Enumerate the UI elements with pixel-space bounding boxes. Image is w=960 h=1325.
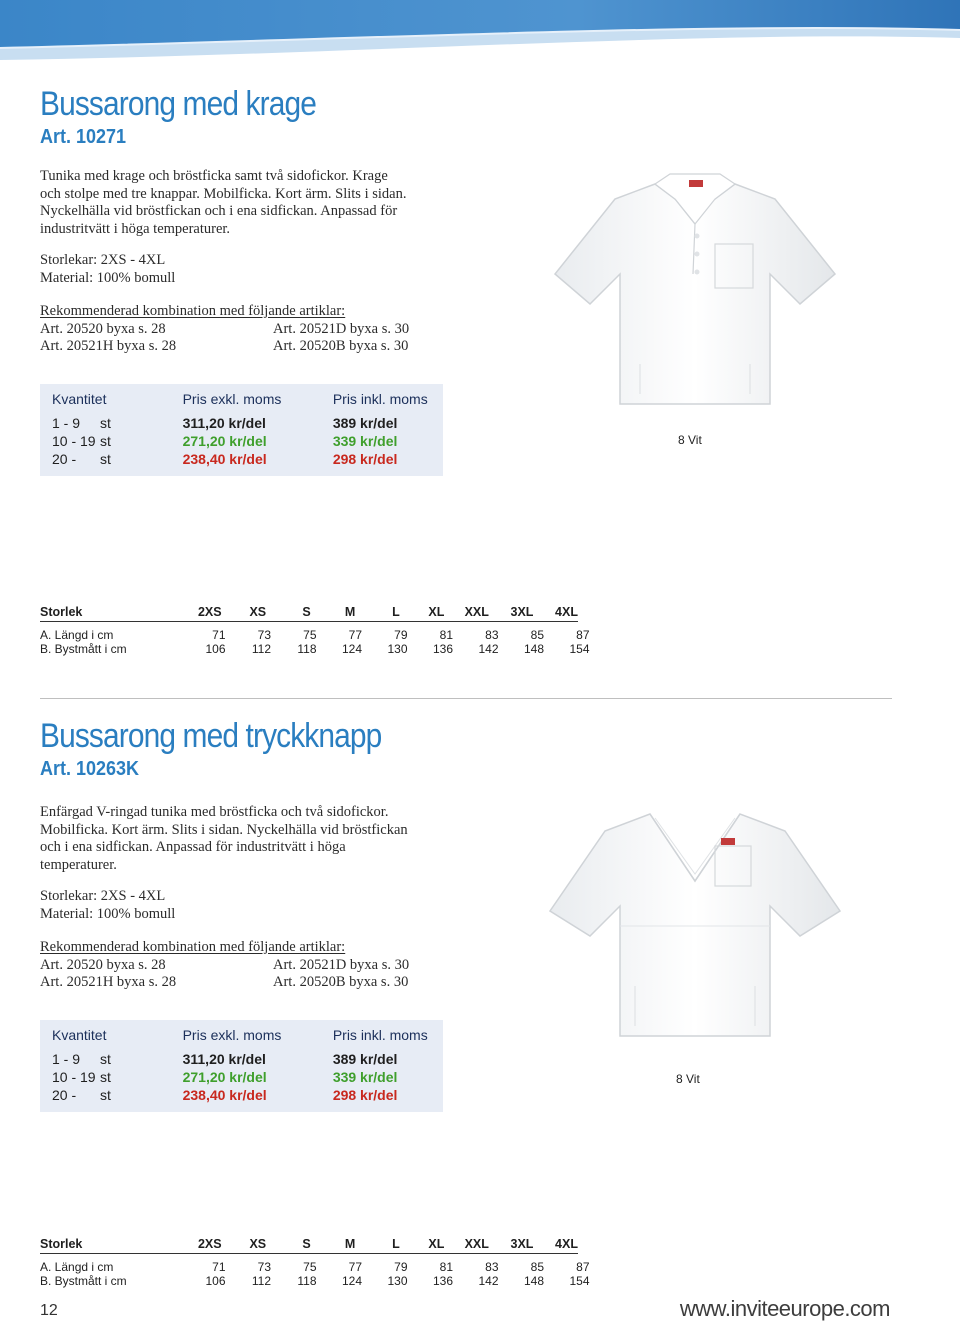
size-cell: XXL — [464, 604, 489, 619]
description-line: industritvätt i höga temperaturer. — [40, 220, 231, 237]
price-row — [52, 1068, 431, 1086]
quantity-unit: st — [100, 1068, 111, 1085]
value-cell: 136 — [432, 1274, 453, 1288]
value-cell: 148 — [523, 642, 544, 656]
price-row — [52, 1050, 431, 1068]
price-excl: 238,40 kr/del — [182, 1086, 267, 1103]
price-incl: 339 kr/del — [332, 432, 398, 449]
size-cell: XS — [249, 1236, 267, 1251]
row-label: B. Bystmått i cm — [40, 1274, 127, 1288]
combination-item: Art. 20521D byxa s. 30 — [273, 956, 410, 973]
value-cell: 85 — [530, 1260, 544, 1274]
header-quantity: Kvantitet — [52, 1026, 107, 1043]
value-cell: 148 — [523, 1274, 544, 1288]
quantity-range: 10 - 19 — [52, 432, 96, 449]
row-label: A. Längd i cm — [40, 1260, 114, 1274]
article-number: Art. 10263K — [40, 758, 140, 780]
value-cell: 142 — [478, 642, 499, 656]
description-line: Enfärgad V-ringad tunika med bröstficka och två sidofickor. — [40, 804, 389, 820]
quantity-range: 10 - 19 — [52, 1068, 96, 1085]
combination-item: Art. 20520B byxa s. 30 — [273, 974, 409, 990]
article-number: Art. 10271 — [40, 126, 127, 148]
value-cell: 124 — [341, 642, 362, 656]
quantity-cell — [52, 414, 183, 432]
size-cell: 4XL — [555, 604, 578, 619]
combination-item: Art. 20521H byxa s. 28 — [40, 338, 177, 354]
size-row-chest — [40, 642, 590, 656]
size-cell: 2XS — [197, 1236, 222, 1251]
value-cell: 71 — [212, 1260, 226, 1274]
description-line: Nyckelhälla vid bröstfickan och i ena sidfickan. Anpassad för — [40, 203, 398, 219]
product-section-1 — [40, 84, 920, 656]
quantity-cell — [52, 450, 183, 468]
polo-shirt-icon — [545, 154, 845, 474]
quantity-unit: st — [100, 1086, 111, 1103]
v-neck-tunic-icon — [545, 786, 845, 1106]
size-row-length — [40, 628, 590, 642]
sizes-text: Storlekar: 2XS - 4XL — [40, 252, 166, 268]
value-cell: 87 — [576, 628, 590, 642]
value-cell: 81 — [439, 1260, 453, 1274]
price-incl: 298 kr/del — [332, 450, 398, 467]
value-cell: 79 — [394, 1260, 408, 1274]
price-excl: 311,20 kr/del — [182, 1050, 266, 1067]
price-incl: 298 kr/del — [332, 1086, 398, 1103]
quantity-unit: st — [100, 1050, 111, 1067]
value-cell: 83 — [485, 1260, 499, 1274]
size-cell: XL — [428, 604, 445, 619]
quantity-range: 20 - — [52, 1086, 77, 1103]
value-cell: 154 — [569, 1274, 590, 1288]
value-cell: 118 — [297, 642, 317, 656]
value-cell: 130 — [387, 1274, 408, 1288]
description-line: temperaturer. — [40, 856, 117, 873]
value-cell: 112 — [251, 642, 271, 656]
description-line: Tunika med krage och bröstficka samt två sidofickor. Krage — [40, 168, 388, 184]
size-cell: S — [302, 604, 311, 619]
row-label: B. Bystmått i cm — [40, 642, 127, 656]
value-cell: 71 — [212, 628, 226, 642]
description-line: och i ena sidfickan. Anpassad för industritvätt i höga — [40, 839, 346, 855]
size-cell: 2XS — [197, 604, 222, 619]
combination-item: Art. 20521D byxa s. 30 — [273, 320, 410, 337]
header-quantity: Kvantitet — [52, 390, 107, 407]
price-row — [52, 414, 431, 432]
combination-item: Art. 20520B byxa s. 30 — [273, 338, 409, 354]
size-cell: S — [302, 1236, 311, 1251]
value-cell: 79 — [394, 628, 408, 642]
price-excl: 271,20 kr/del — [182, 432, 267, 449]
size-cell: 4XL — [555, 1236, 578, 1251]
section-divider — [40, 698, 892, 699]
sizes-text: Storlekar: 2XS - 4XL — [40, 888, 166, 904]
quantity-cell — [52, 1086, 183, 1104]
quantity-range: 1 - 9 — [52, 1050, 81, 1067]
size-table — [40, 602, 590, 656]
size-row-length — [40, 1260, 590, 1274]
recommended-heading: Rekommenderad kombination med följande artiklar: — [40, 939, 346, 955]
material-text: Material: 100% bomull — [40, 905, 176, 922]
price-table — [40, 384, 443, 476]
quantity-cell — [52, 1050, 183, 1068]
value-cell: 73 — [257, 628, 271, 642]
value-cell: 81 — [439, 628, 453, 642]
size-header-label: Storlek — [40, 1236, 83, 1251]
product-section-2 — [40, 716, 920, 1288]
value-cell: 142 — [478, 1274, 499, 1288]
size-cell: XXL — [464, 1236, 489, 1251]
size-cell: 3XL — [510, 604, 534, 619]
size-header-row — [40, 602, 578, 622]
price-table — [40, 1020, 443, 1112]
price-row — [52, 432, 431, 450]
size-header-row — [40, 1234, 578, 1254]
color-label: 8 Vit — [678, 433, 702, 447]
description-line: och stolpe med tre knappar. Mobilficka. Kort ärm. Slits i sidan. — [40, 185, 407, 202]
value-cell: 112 — [251, 1274, 271, 1288]
value-cell: 106 — [205, 642, 226, 656]
price-excl: 311,20 kr/del — [182, 414, 266, 431]
product-description — [40, 804, 450, 874]
value-cell: 118 — [297, 1274, 317, 1288]
size-cell: XS — [249, 604, 267, 619]
size-table — [40, 1234, 590, 1288]
value-cell: 154 — [569, 642, 590, 656]
product-description — [40, 168, 450, 238]
material-text: Material: 100% bomull — [40, 269, 176, 286]
quantity-unit: st — [100, 432, 111, 449]
header-band — [0, 0, 960, 62]
value-cell: 77 — [348, 1260, 362, 1274]
size-cell: L — [392, 604, 400, 619]
header-price-incl: Pris inkl. moms — [332, 1026, 428, 1043]
size-row-chest — [40, 1274, 590, 1288]
price-header-row — [52, 1026, 431, 1044]
price-excl: 271,20 kr/del — [182, 1068, 267, 1085]
quantity-cell — [52, 432, 183, 450]
page-number: 12 — [40, 1302, 58, 1319]
value-cell: 75 — [303, 628, 317, 642]
website-link[interactable]: www.inviteeurope.com — [679, 1296, 890, 1321]
value-cell: 106 — [205, 1274, 226, 1288]
value-cell: 73 — [257, 1260, 271, 1274]
value-cell: 83 — [485, 628, 499, 642]
price-incl: 389 kr/del — [332, 1050, 398, 1067]
product-title: Bussarong med tryckknapp — [40, 717, 382, 755]
color-label: 8 Vit — [676, 1072, 700, 1086]
size-header-label: Storlek — [40, 604, 83, 619]
value-cell: 87 — [576, 1260, 590, 1274]
product-title: Bussarong med krage — [40, 85, 317, 123]
quantity-range: 20 - — [52, 450, 77, 467]
header-price-excl: Pris exkl. moms — [182, 1026, 282, 1043]
header-price-excl: Pris exkl. moms — [182, 390, 282, 407]
value-cell: 75 — [303, 1260, 317, 1274]
size-cell: L — [392, 1236, 400, 1251]
value-cell: 85 — [530, 628, 544, 642]
value-cell: 130 — [387, 642, 408, 656]
description-line: Mobilficka. Kort ärm. Slits i sidan. Nyckelhälla vid bröstfickan — [40, 821, 408, 838]
size-cell: M — [344, 1236, 356, 1251]
value-cell: 77 — [348, 628, 362, 642]
size-cell: M — [344, 604, 356, 619]
price-excl: 238,40 kr/del — [182, 450, 267, 467]
quantity-cell — [52, 1068, 183, 1086]
value-cell: 124 — [341, 1274, 362, 1288]
recommended-heading: Rekommenderad kombination med följande artiklar: — [40, 303, 346, 319]
quantity-range: 1 - 9 — [52, 414, 81, 431]
price-row — [52, 450, 431, 468]
header-price-incl: Pris inkl. moms — [332, 390, 428, 407]
price-row — [52, 1086, 431, 1104]
header-wave-graphic — [0, 0, 960, 62]
price-incl: 389 kr/del — [332, 414, 398, 431]
price-header-row — [52, 390, 431, 408]
quantity-unit: st — [100, 414, 111, 431]
value-cell: 136 — [432, 642, 453, 656]
price-incl: 339 kr/del — [332, 1068, 398, 1085]
combination-item: Art. 20521H byxa s. 28 — [40, 974, 177, 990]
size-cell: XL — [428, 1236, 445, 1251]
size-cell: 3XL — [510, 1236, 534, 1251]
combination-item: Art. 20520 byxa s. 28 — [40, 320, 166, 337]
combination-item: Art. 20520 byxa s. 28 — [40, 956, 166, 973]
row-label: A. Längd i cm — [40, 628, 114, 642]
quantity-unit: st — [100, 450, 111, 467]
